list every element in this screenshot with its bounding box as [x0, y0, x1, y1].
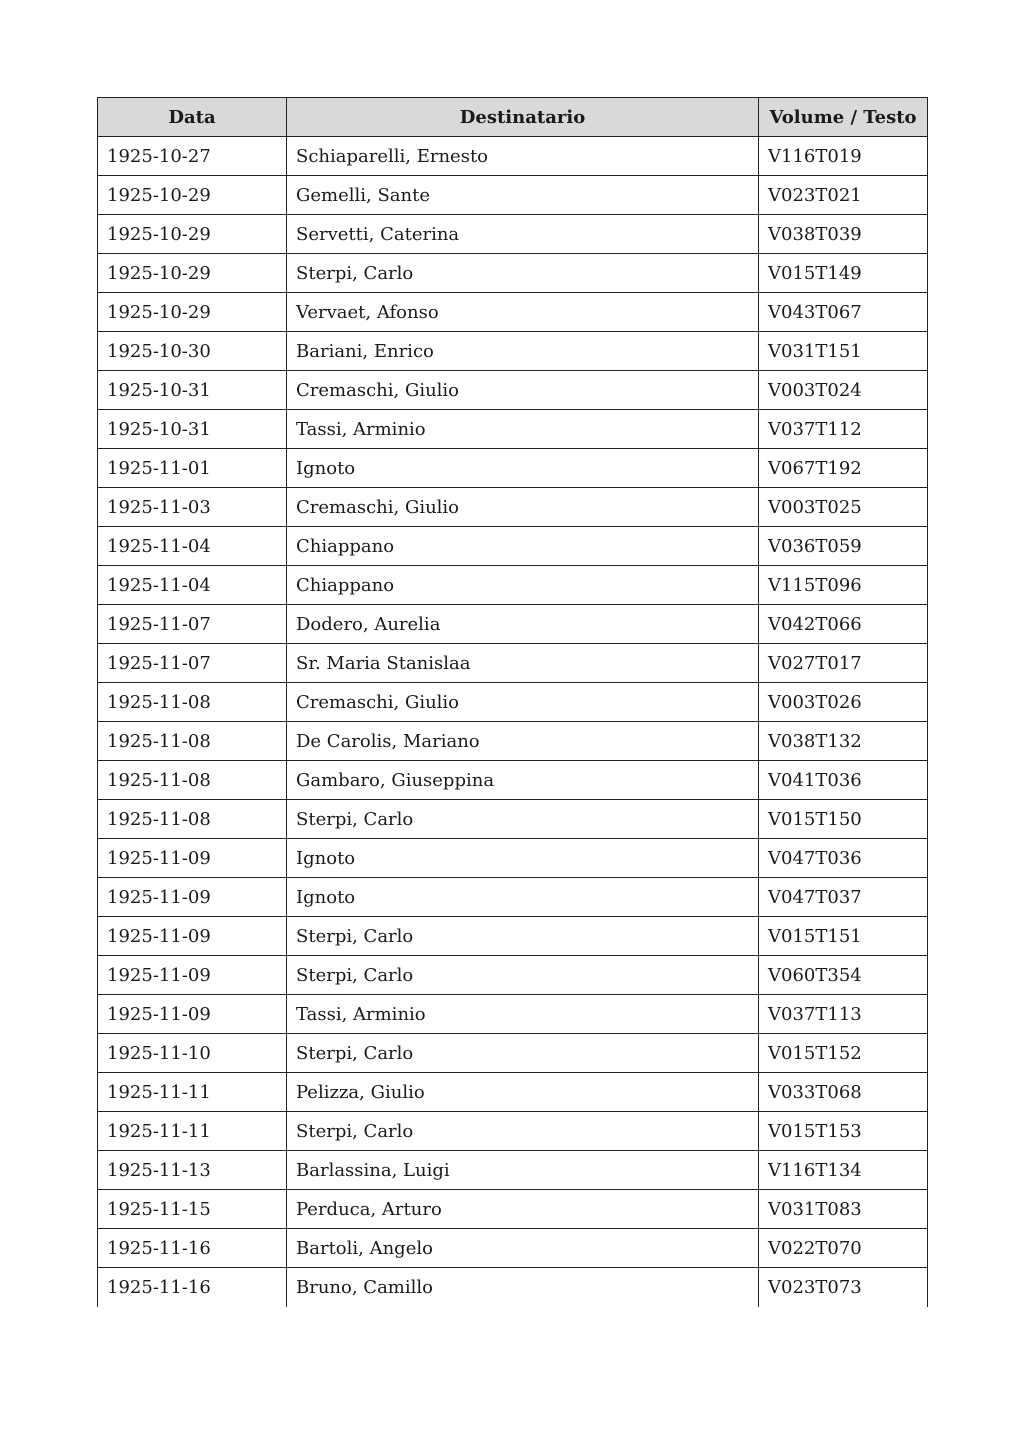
recipient-cell: Barlassina, Luigi [287, 1151, 759, 1190]
document-page [97, 97, 927, 1307]
date-cell: 1925-11-04 [98, 566, 287, 605]
table-body [98, 137, 928, 1307]
column-header-volume: Volume / Testo [759, 98, 928, 137]
recipient-cell: Cremaschi, Giulio [287, 488, 759, 527]
volume-cell: V047T036 [759, 839, 928, 878]
recipient-cell: Sterpi, Carlo [287, 254, 759, 293]
table-row [98, 488, 928, 527]
date-cell: 1925-11-01 [98, 449, 287, 488]
date-cell: 1925-11-08 [98, 800, 287, 839]
date-cell: 1925-11-13 [98, 1151, 287, 1190]
table-row [98, 371, 928, 410]
recipient-cell: Sterpi, Carlo [287, 1112, 759, 1151]
volume-cell: V003T026 [759, 683, 928, 722]
table-row [98, 956, 928, 995]
date-cell: 1925-11-10 [98, 1034, 287, 1073]
date-cell: 1925-10-29 [98, 254, 287, 293]
table-row [98, 995, 928, 1034]
date-cell: 1925-11-09 [98, 917, 287, 956]
date-cell: 1925-11-08 [98, 722, 287, 761]
date-cell: 1925-10-27 [98, 137, 287, 176]
recipient-cell: Tassi, Arminio [287, 995, 759, 1034]
recipient-cell: Sterpi, Carlo [287, 956, 759, 995]
date-cell: 1925-11-07 [98, 605, 287, 644]
table-row [98, 605, 928, 644]
date-cell: 1925-10-29 [98, 215, 287, 254]
table-row [98, 293, 928, 332]
volume-cell: V033T068 [759, 1073, 928, 1112]
column-header-recipient: Destinatario [287, 98, 759, 137]
table-row [98, 917, 928, 956]
volume-cell: V060T354 [759, 956, 928, 995]
recipient-cell: Vervaet, Afonso [287, 293, 759, 332]
recipient-cell: Cremaschi, Giulio [287, 371, 759, 410]
date-cell: 1925-11-16 [98, 1268, 287, 1307]
table-row [98, 566, 928, 605]
recipient-cell: Tassi, Arminio [287, 410, 759, 449]
table-row [98, 176, 928, 215]
date-cell: 1925-10-31 [98, 371, 287, 410]
date-cell: 1925-11-09 [98, 995, 287, 1034]
recipient-cell: Ignoto [287, 839, 759, 878]
table-row [98, 254, 928, 293]
table-row [98, 332, 928, 371]
volume-cell: V027T017 [759, 644, 928, 683]
date-cell: 1925-11-16 [98, 1229, 287, 1268]
table-row [98, 839, 928, 878]
date-cell: 1925-11-09 [98, 878, 287, 917]
table-row [98, 527, 928, 566]
table-row [98, 800, 928, 839]
recipient-cell: Dodero, Aurelia [287, 605, 759, 644]
volume-cell: V015T151 [759, 917, 928, 956]
recipient-cell: Schiaparelli, Ernesto [287, 137, 759, 176]
recipient-cell: Sr. Maria Stanislaa [287, 644, 759, 683]
date-cell: 1925-11-11 [98, 1073, 287, 1112]
volume-cell: V036T059 [759, 527, 928, 566]
recipient-cell: Servetti, Caterina [287, 215, 759, 254]
volume-cell: V047T037 [759, 878, 928, 917]
table-row [98, 683, 928, 722]
volume-cell: V042T066 [759, 605, 928, 644]
date-cell: 1925-11-04 [98, 527, 287, 566]
recipient-cell: Perduca, Arturo [287, 1190, 759, 1229]
date-cell: 1925-11-15 [98, 1190, 287, 1229]
table-row [98, 878, 928, 917]
volume-cell: V116T134 [759, 1151, 928, 1190]
volume-cell: V043T067 [759, 293, 928, 332]
date-cell: 1925-11-03 [98, 488, 287, 527]
volume-cell: V023T073 [759, 1268, 928, 1307]
volume-cell: V067T192 [759, 449, 928, 488]
date-cell: 1925-11-09 [98, 956, 287, 995]
date-cell: 1925-10-30 [98, 332, 287, 371]
table-row [98, 1034, 928, 1073]
recipient-cell: Bartoli, Angelo [287, 1229, 759, 1268]
volume-cell: V031T151 [759, 332, 928, 371]
volume-cell: V031T083 [759, 1190, 928, 1229]
recipient-cell: Gambaro, Giuseppina [287, 761, 759, 800]
letters-table [97, 97, 928, 1307]
date-cell: 1925-10-29 [98, 176, 287, 215]
recipient-cell: Sterpi, Carlo [287, 800, 759, 839]
date-cell: 1925-10-29 [98, 293, 287, 332]
volume-cell: V041T036 [759, 761, 928, 800]
recipient-cell: Gemelli, Sante [287, 176, 759, 215]
date-cell: 1925-11-08 [98, 683, 287, 722]
date-cell: 1925-11-07 [98, 644, 287, 683]
table-row [98, 1073, 928, 1112]
volume-cell: V015T149 [759, 254, 928, 293]
table-row [98, 644, 928, 683]
date-cell: 1925-11-08 [98, 761, 287, 800]
table-row [98, 1190, 928, 1229]
volume-cell: V037T112 [759, 410, 928, 449]
recipient-cell: Bruno, Camillo [287, 1268, 759, 1307]
table-row [98, 761, 928, 800]
volume-cell: V023T021 [759, 176, 928, 215]
table-row [98, 722, 928, 761]
recipient-cell: Sterpi, Carlo [287, 1034, 759, 1073]
recipient-cell: Ignoto [287, 449, 759, 488]
table-header [98, 98, 928, 137]
volume-cell: V038T132 [759, 722, 928, 761]
recipient-cell: Bariani, Enrico [287, 332, 759, 371]
table-row [98, 1151, 928, 1190]
volume-cell: V022T070 [759, 1229, 928, 1268]
recipient-cell: Cremaschi, Giulio [287, 683, 759, 722]
date-cell: 1925-11-09 [98, 839, 287, 878]
table-row [98, 1229, 928, 1268]
table-row [98, 137, 928, 176]
volume-cell: V003T025 [759, 488, 928, 527]
date-cell: 1925-11-11 [98, 1112, 287, 1151]
column-header-date: Data [98, 98, 287, 137]
recipient-cell: Chiappano [287, 566, 759, 605]
volume-cell: V015T152 [759, 1034, 928, 1073]
volume-cell: V116T019 [759, 137, 928, 176]
table-row [98, 215, 928, 254]
table-row [98, 410, 928, 449]
recipient-cell: Sterpi, Carlo [287, 917, 759, 956]
date-cell: 1925-10-31 [98, 410, 287, 449]
volume-cell: V015T153 [759, 1112, 928, 1151]
recipient-cell: De Carolis, Mariano [287, 722, 759, 761]
volume-cell: V015T150 [759, 800, 928, 839]
recipient-cell: Ignoto [287, 878, 759, 917]
volume-cell: V115T096 [759, 566, 928, 605]
volume-cell: V003T024 [759, 371, 928, 410]
table-row [98, 449, 928, 488]
table-row [98, 1112, 928, 1151]
recipient-cell: Pelizza, Giulio [287, 1073, 759, 1112]
volume-cell: V037T113 [759, 995, 928, 1034]
table-row [98, 1268, 928, 1307]
header-row [98, 98, 928, 137]
volume-cell: V038T039 [759, 215, 928, 254]
recipient-cell: Chiappano [287, 527, 759, 566]
